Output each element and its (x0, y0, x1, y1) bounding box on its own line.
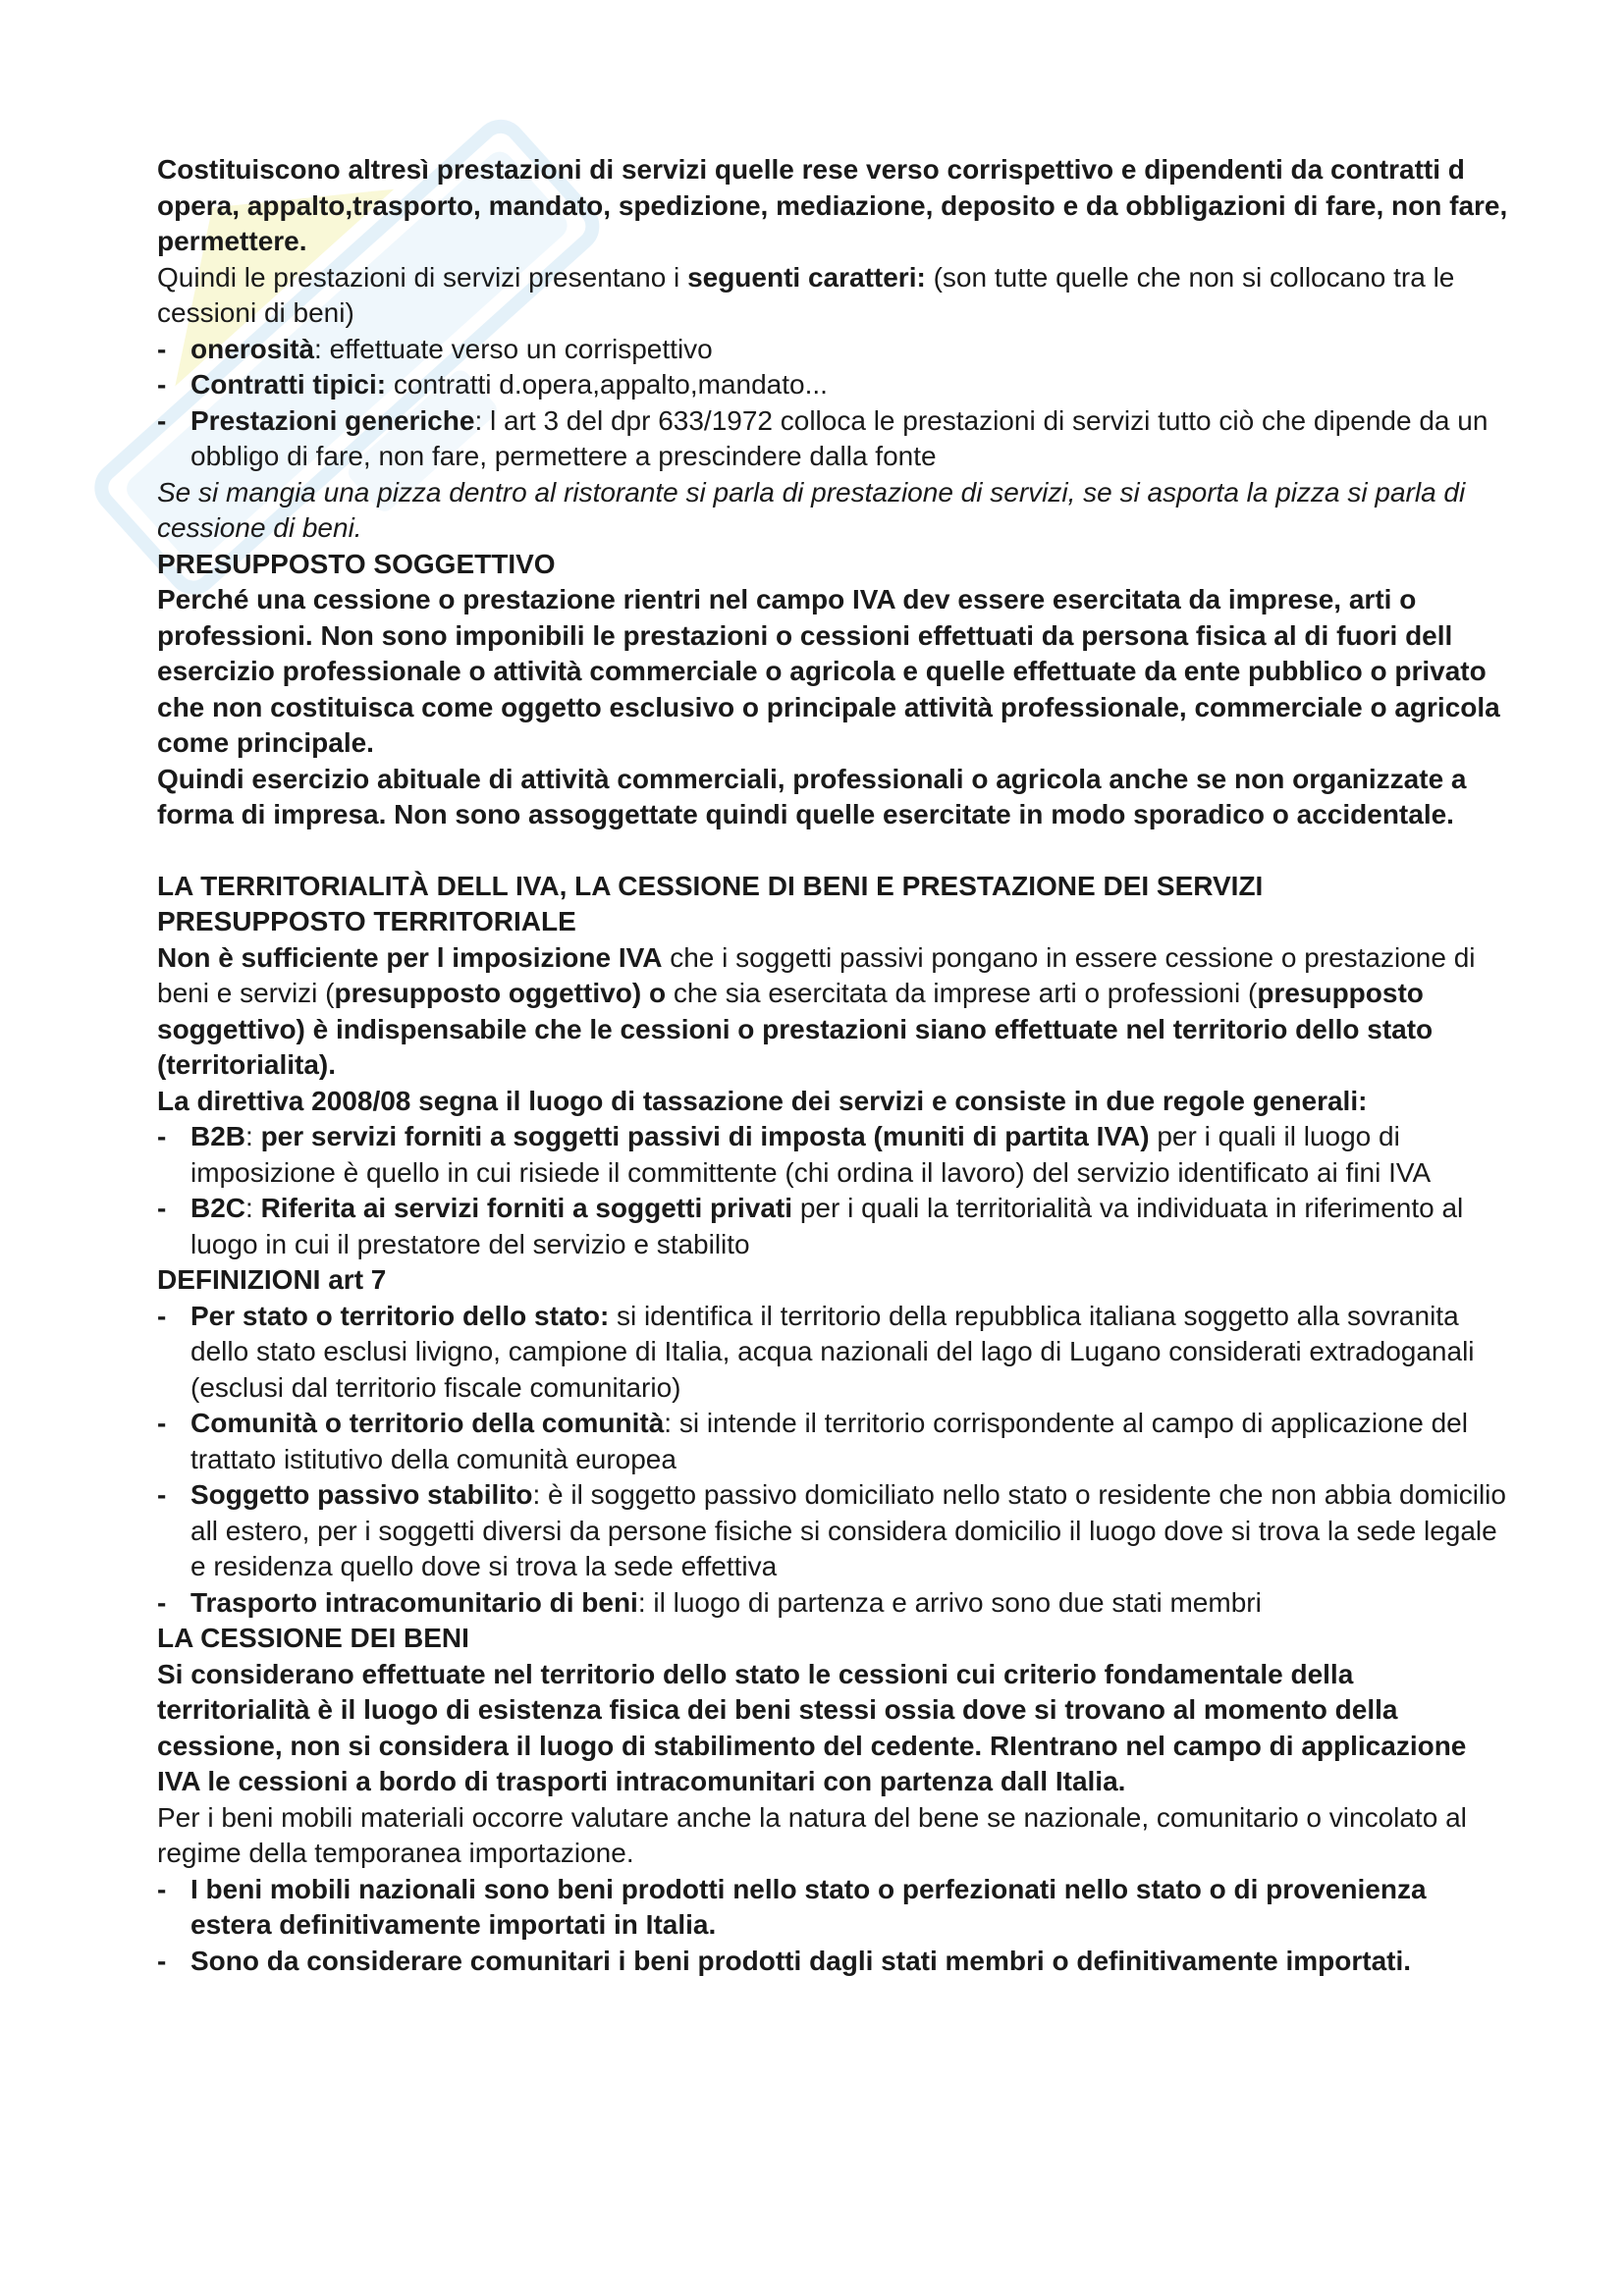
list-item: - Contratti tipici: contratti d.opera,appalto,mandato... (157, 369, 828, 400)
heading-definizioni: DEFINIZIONI art 7 (157, 1264, 387, 1295)
list-item: - B2B: per servizi forniti a soggetti passivi di imposta (muniti di partita IVA) per i quali il luogo di imposizione è quello in cui risiede il committente (chi ordina il lavoro) del servizio identificato ai fini IVA (157, 1121, 1432, 1188)
heading-presupposto-soggettivo: PRESUPPOSTO SOGGETTIVO (157, 548, 556, 579)
list-item: - Trasporto intracomunitario di beni: il luogo di partenza e arrivo sono due stati membri (157, 1586, 1262, 1618)
list-beni (157, 1872, 1512, 1980)
spacer (157, 833, 1512, 869)
list-regole (157, 1119, 1512, 1262)
paragraph-presupposto-soggettivo: Perché una cessione o prestazione rientri nel campo IVA dev essere esercitata da imprese, arti o professioni. Non sono imponibili le prestazioni o cessioni effettuati da persona fisica al di fuori dell esercizio professionale o attività commerciale o agricola e quelle effettuate da ente pubblico o privato che non costituisca come oggetto esclusivo o principale attività professionale, commerciale o agricola come principale. (157, 584, 1500, 758)
list-item: - Per stato o territorio dello stato: si identifica il territorio della repubblica italiana soggetto alla sovranita dello stato esclusi livigno, campione di Italia, acqua nazionali del lago di Lugano considerati extradoganali (esclusi dal territorio fiscale comunitario) (157, 1300, 1475, 1403)
heading-presupposto-territoriale: PRESUPPOSTO TERRITORIALE (157, 906, 576, 936)
list-item: - I beni mobili nazionali sono beni prodotti nello stato o perfezionati nello stato o di provenienza estera definitivamente importati in Italia. (157, 1873, 1427, 1940)
paragraph-esercizio-abituale: Quindi esercizio abituale di attività commerciali, professionali o agricola anche se non organizzate a forma di impresa. Non sono assoggettate quindi quelle esercitate in modo sporadico o accidentale. (157, 763, 1467, 829)
heading-cessione-beni: LA CESSIONE DEI BENI (157, 1623, 469, 1653)
heading-territorialita: LA TERRITORIALITÀ DELL IVA, LA CESSIONE DI BENI E PRESTAZIONE DEI SERVIZI (157, 870, 1264, 901)
document-page (157, 152, 1512, 1979)
list-item: - Sono da considerare comunitari i beni prodotti dagli stati membri o definitivamente importati. (157, 1945, 1412, 1976)
paragraph-caratteri: Quindi le prestazioni di servizi presentano i seguenti caratteri: (son tutte quelle che non si collocano tra le cessioni di beni) (157, 261, 1455, 328)
paragraph-prestazioni-servizi: Costituiscono altresì prestazioni di servizi quelle rese verso corrispettivo e dipendenti da contratti d opera, appalto,trasporto, mandato, spedizione, mediazione, deposito e da obbligazioni di fare, non fare, permettere. (157, 154, 1508, 256)
italic-example: Se si mangia una pizza dentro al ristorante si parla di prestazione di servizi, se si asporta la pizza si parla di cessione di beni. (157, 476, 1466, 543)
list-item: - Soggetto passivo stabilito: è il soggetto passivo domiciliato nello stato o residente che non abbia domicilio all estero, per i soggetti diversi da persone fisiche si considera domicilio il luogo dove si trova la sede legale e residenza quello dove si trova la sede effettiva (157, 1479, 1506, 1581)
paragraph-beni-mobili: Per i beni mobili materiali occorre valutare anche la natura del bene se nazionale, comunitario o vincolato al regime della temporanea importazione. (157, 1801, 1467, 1868)
list-caratteri (157, 332, 1512, 475)
paragraph-direttiva: La direttiva 2008/08 segna il luogo di tassazione dei servizi e consiste in due regole generali: (157, 1085, 1368, 1116)
list-item: - Prestazioni generiche: l art 3 del dpr 633/1972 colloca le prestazioni di servizi tutto ciò che dipende da un obbligo di fare, non fare, permettere a prescindere dalla fonte (157, 404, 1489, 471)
list-item: - B2C: Riferita ai servizi forniti a soggetti privati per i quali la territorialità va individuata in riferimento al luogo in cui il prestatore del servizio e stabilito (157, 1193, 1464, 1259)
list-definizioni (157, 1299, 1512, 1622)
list-item: - Comunità o territorio della comunità: si intende il territorio corrispondente al campo di applicazione del trattato istitutivo della comunità europea (157, 1408, 1468, 1474)
paragraph-cessione-beni: Si considerano effettuate nel territorio dello stato le cessioni cui criterio fondamentale della territorialità è il luogo di esistenza fisica dei beni stessi ossia dove si trovano al momento della cessione, non si considera il luogo di stabilimento del cedente. RIentrano nel campo di applicazione IVA le cessioni a bordo di trasporti intracomunitari con partenza dall Italia. (157, 1658, 1467, 1796)
paragraph-imposizione-iva: Non è sufficiente per l imposizione IVA che i soggetti passivi pongano in essere cessione o prestazione di beni e servizi (presupposto oggettivo) o che sia esercitata da imprese arti o professioni (presupposto soggettivo) è indispensabile che le cessioni o prestazioni siano effettuate nel territorio dello stato (territorialita). (157, 941, 1476, 1080)
list-item: - onerosità: effettuate verso un corrispettivo (157, 333, 713, 364)
